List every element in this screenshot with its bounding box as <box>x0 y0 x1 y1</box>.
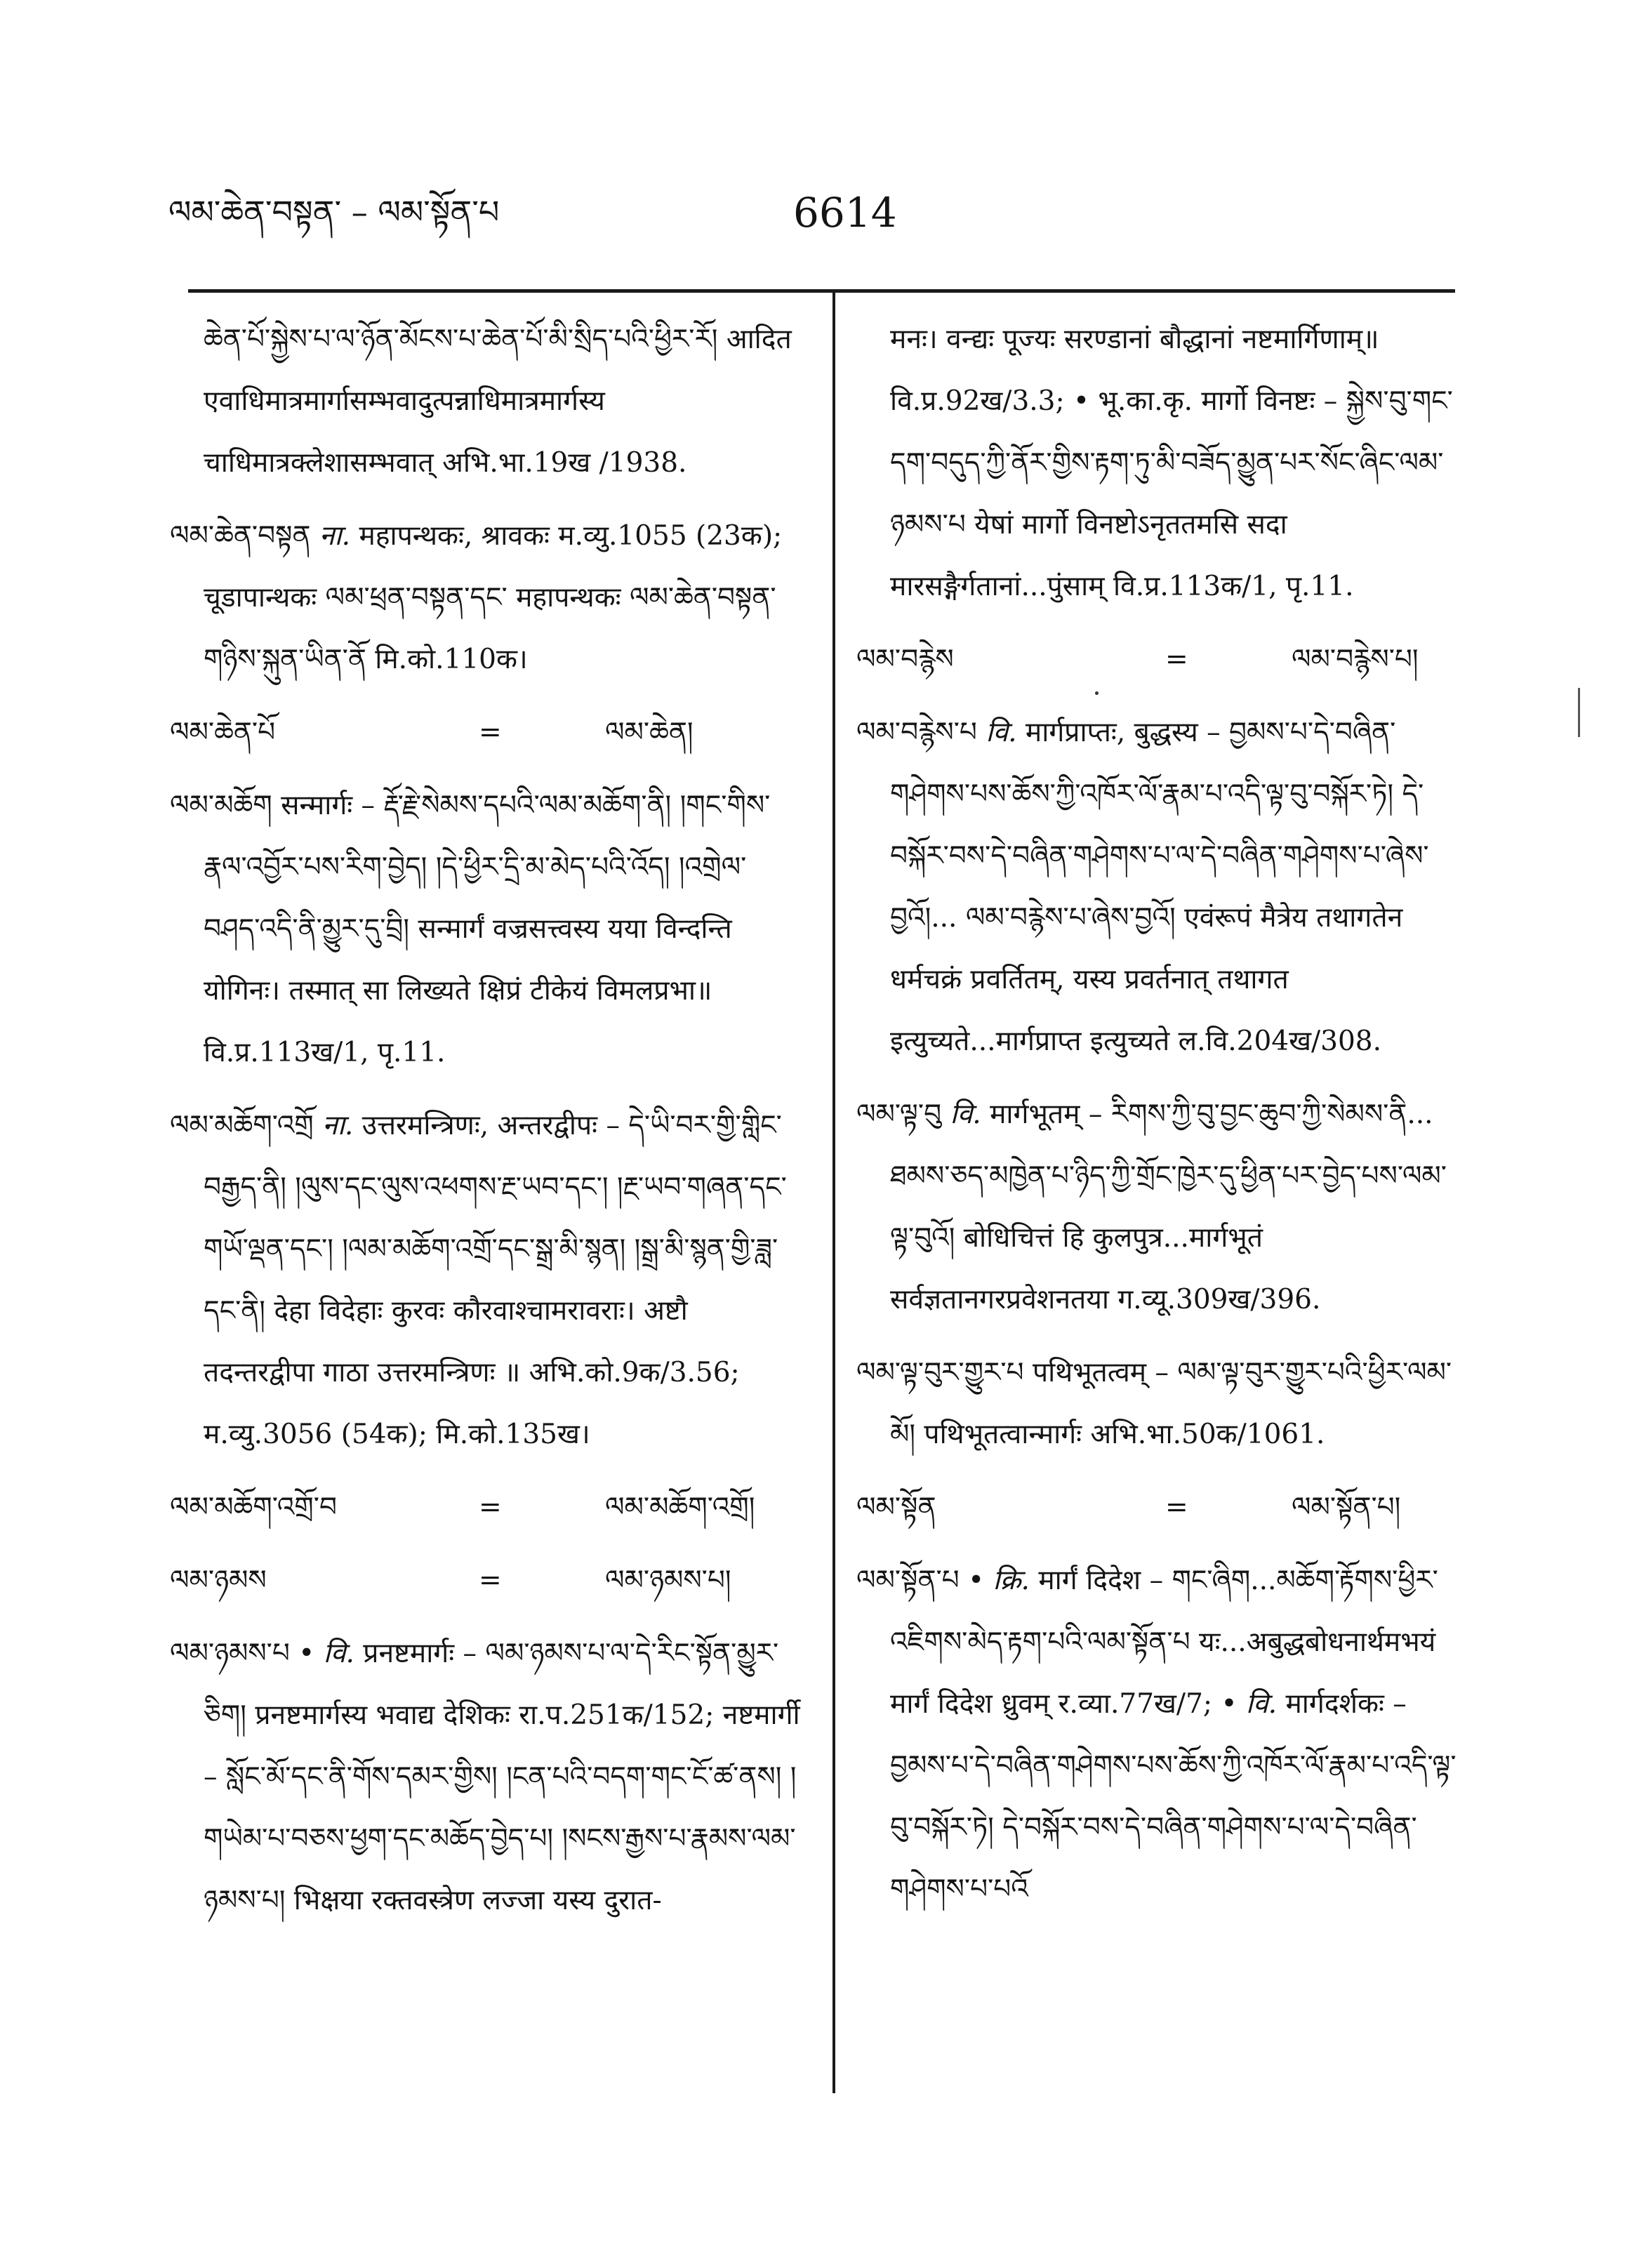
entry-definition: पथिभूतत्वम् – ལམ་ལྟ་བུར་གྱུར་པའི་ཕྱིར་ལམ་མོ། पथिभूतत्वान्मार्गः अभि.भा.50क/1061. <box>890 1357 1452 1450</box>
entry-definition: मार्गदर्शकः – བྱམས་པ་དེ་བཞིན་གཤེགས་པས་ཆོས་ཀྱི་འཁོར་ལོ་རྣམ་པ་འདི་ལྟ་བུ་བསྐོར་ཏེ། དེ་བསྐོར་བས་དེ་བཞིན་གཤེགས་པ་ལ་དེ་བཞིན་གཤེགས་པ་པའོ <box>890 1688 1457 1905</box>
cross-reference <box>856 1477 1460 1539</box>
continued-entry: मनः। वन्द्यः पूज्यः सरण्डानां बौद्धानां नष्टमार्गिणाम्॥ वि.प्र.92ख/3.3; • भू.का.कृ. मार्गो विनष्टः – སྐྱེས་བུ་གང་དག་བདུད་ཀྱི་ནོར་གྱིས་རྟག་ཏུ་མི་བཟོད་མྱུན་པར་སོང་ཞིང་ལམ་ཉམས་པ येषां मार्गो विनष्टोऽनृततमसि सदा मारसङ्गैर्गतानां...पुंसाम् वि.प्र.113क/1, पृ.11. <box>890 324 1453 602</box>
headword: ལམ་ལྟ་བུར་གྱུར་པ <box>856 1357 1024 1388</box>
cross-reference <box>170 1550 802 1612</box>
entry-definition: मार्गं दिदेश – གང་ཞིག...མཆོག་རྟོགས་ཕྱིར་འཇིགས་མེད་རྟག་པའི་ལམ་སྟོན་པ यः...अबुद्धबोधनार्थमभयं मार्गं दिदेश ध्रुवम् र.व्या.77ख/7; <box>890 1565 1438 1720</box>
cross-reference <box>170 702 802 764</box>
entry-definition: प्रनष्टमार्गः – ལམ་ཉམས་པ་ལ་དེ་རིང་སྟོན་མྱུར་ཅིག། प्रनष्टमार्गस्य भवाद्य देशिकः रा.प.251क/152; नष्टमार्गी – སློང་མོ་དང་ནི་གོས་དམར་གྱིས། །ངན་པའི་བདག་གང་ངོ་ཚ་ནས། །གཡེམ་པ་བཅས་ཕྱག་དང་མཆོད་བྱེད་པ། །སངས་རྒྱས་པ་རྣམས་ལམ་ཉམས་པ། भिक्षया रक्तवस्त्रेण लज्जा यस्य दुरात- <box>204 1638 800 1916</box>
cross-reference <box>170 1477 802 1539</box>
cross-reference-target: ལམ་མཆོག་འགྲོ། <box>605 1492 755 1523</box>
dictionary-entry <box>170 1623 802 1932</box>
continued-entry: ཆེན་པོ་སྐྱེས་པ་ལ་ཉོན་མོངས་པ་ཆེན་པོ་མི་སྲིད་པའི་ཕྱིར་རོ། आदित एवाधिमात्रमार्गासम्भवादुत्पन्नाधिमात्रमार्गस्य चाधिमात्रक्लेशासम्भवात् अभि.भा.19ख /1938. <box>204 324 792 479</box>
dictionary-entry <box>856 1342 1460 1466</box>
entry-definition: उत्तरमन्त्रिणः, अन्तरद्वीपः – དེ་ཡི་བར་གྱི་གླིང་བརྒྱད་ནི། །ལུས་དང་ལུས་འཕགས་རྔ་ཡབ་དང་། །རྔ་ཡབ་གཞན་དང་གཡོ་ལྡན་དང་། །ལམ་མཆོག་འགྲོ་དང་སྒྲ་མི་སྙན། །སྒྲ་མི་སྙན་གྱི་ཟླ་དང་ནི། देहा विदेहाः कुरवः कौरवाश्चामरावराः। अष्टौ तदन्तरद्वीपा गाठा उत्तरमन्त्रिणः ॥ अभि.को.9क/3.56; म.व्यु.3056 (54क); मि.को.135ख। <box>204 1110 787 1450</box>
headword: ལམ་ཉམས <box>170 1565 267 1596</box>
part-of-speech: ना. <box>322 1110 354 1141</box>
entry-definition: महापन्थकः, श्रावकः म.व्यु.1055 (23क); चूडापान्थकः ལམ་ཕྲན་བསྟན་དང་ महापन्थकः ལམ་ཆེན་བསྟན་གཉིས་སྐུན་ཡིན་ནོ मि.को.110क। <box>204 520 783 675</box>
cross-reference-target: ལམ་སྟོན་པ། <box>1292 1492 1401 1523</box>
running-head: ལམ་ཆེན་བསྟན་ – ལམ་སྟོན་པ <box>168 193 500 231</box>
equals-sign: = <box>479 1565 502 1596</box>
equals-sign: = <box>479 1492 502 1523</box>
right-column <box>856 309 1460 1932</box>
headword: ལམ་སྟོན་པ <box>856 1565 960 1596</box>
headword: ལམ་མཆོག <box>170 790 272 821</box>
entry-definition: मार्गप्राप्तः, बुद्धस्य – བྱམས་པ་དེ་བཞིན་གཤེགས་པས་ཆོས་ཀྱི་འཁོར་ལོ་རྣམ་པ་འདི་ལྟ་བུ་བསྐོར་ཏེ། དེ་བསྐོར་བས་དེ་བཞིན་གཤེགས་པ་ལ་དེ་བཞིན་གཤེགས་པ་ཞེས་བྱའོ།... ལམ་བརྙེས་པ་ཞེས་བྱའོ། एवंरूपं मैत्रेय तथागतेन धर्मचक्रं प्रवर्तितम्, यस्य प्रवर्तनात् तथागत इत्युच्यते...मार्गप्राप्त इत्युच्यते ल.वि.204ख/308. <box>890 717 1429 1057</box>
equals-sign: = <box>1165 1492 1188 1523</box>
equals-sign: = <box>479 717 502 748</box>
cross-reference-target: ལམ་བརྙེས་པ། <box>1292 644 1419 675</box>
header-rule <box>188 289 1455 293</box>
page-number: 6614 <box>793 189 897 237</box>
part-of-speech: वि. <box>986 717 1017 748</box>
cross-reference-target: ལམ་ཆེན། <box>605 717 694 748</box>
headword: ལམ་ཆེན་བསྟན <box>170 520 311 552</box>
headword: ལམ་ལྟ་བུ <box>856 1099 942 1130</box>
entry-definition: सन्मार्गः – རྡོ་རྗེ་སེམས་དཔའི་ལམ་མཆོག་ནི། །གང་གིས་རྣལ་འབྱོར་པས་རིག་བྱེད། །དེ་ཕྱིར་དྲི་མ་མེད་པའི་འོད། །འགྲེལ་བཤད་འདི་ནི་མྱུར་དུ་བྲི། सन्मार्गं वज्रसत्त्वस्य यया विन्दन्ति योगिनः। तस्मात् सा लिख्यते क्षिप्रं टीकेयं विमलप्रभा॥ वि.प्र.113ख/1, पृ.11. <box>204 790 771 1068</box>
headword: ལམ་ཉམས་པ <box>170 1638 290 1669</box>
headword: ལམ་བརྙེས་པ <box>856 717 977 748</box>
column-divider <box>832 289 835 2093</box>
dictionary-entry <box>170 505 802 691</box>
dictionary-entry <box>856 1550 1460 1921</box>
part-of-speech: • क्रि. <box>968 1565 1030 1596</box>
headword: ལམ་མཆོག་འགྲོ་བ <box>170 1492 337 1523</box>
cross-reference-target: ལམ་ཉམས་པ། <box>605 1565 731 1596</box>
cross-reference <box>856 629 1460 691</box>
dictionary-entry <box>856 702 1460 1073</box>
part-of-speech: वि. <box>950 1099 981 1130</box>
part-of-speech: ना. <box>319 520 351 552</box>
edge-mark <box>1578 688 1580 737</box>
equals-sign: = <box>1165 644 1188 675</box>
left-column <box>170 309 802 1943</box>
headword: ལམ་མཆོག་འགྲོ <box>170 1110 314 1141</box>
headword: ལམ་བརྙེས <box>856 644 954 675</box>
part-of-speech: • वि. <box>298 1638 354 1669</box>
entry-definition: मार्गभूतम् – རིགས་ཀྱི་བུ་བྱང་ཆུབ་ཀྱི་སེམས་ནི... ཐམས་ཅད་མཁྱེན་པ་ཉིད་ཀྱི་གྲོང་ཁྱེར་དུ་ཕྱིན་པར་བྱེད་པས་ལམ་ལྟ་བུའོ། बोधिचित्तं हि कुलपुत्र...मार्गभूतं सर्वज्ञतानगरप्रवेशनतया ग.व्यू.309ख/396. <box>890 1099 1447 1315</box>
dictionary-entry <box>170 775 802 1084</box>
dictionary-entry <box>170 1095 802 1466</box>
dictionary-entry <box>856 1084 1460 1331</box>
part-of-speech: • वि. <box>1221 1688 1278 1720</box>
headword: ལམ་སྟོན <box>856 1492 936 1523</box>
headword: ལམ་ཆེན་པོ <box>170 717 276 748</box>
